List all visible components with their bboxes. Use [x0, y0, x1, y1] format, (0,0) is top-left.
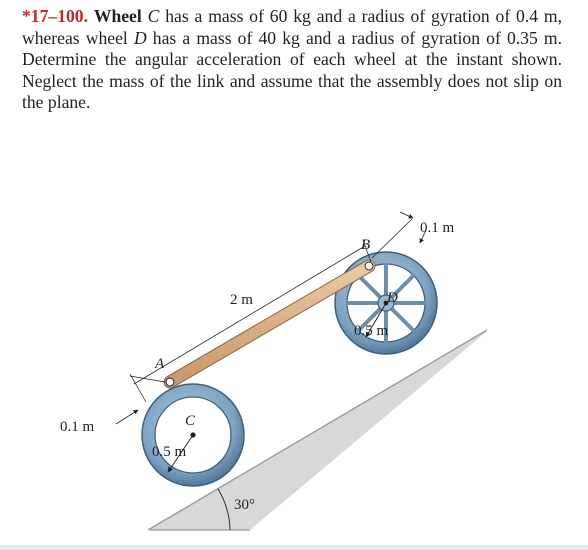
wheel-d-symbol: D [133, 27, 147, 48]
dimension-offset-top [372, 212, 426, 258]
label-radius-d: 0.5 m [354, 323, 389, 339]
bottom-scrollbar-strip [0, 545, 588, 550]
label-radius-c: 0.5 m [152, 444, 187, 460]
problem-number: *17–100. [22, 6, 88, 26]
label-angle: 30° [234, 497, 255, 513]
dimension-offset-left [116, 410, 138, 424]
label-offset-top: 0.1 m [420, 220, 455, 236]
problem-text-2: has a mass of 40 kg and a radius of gyration of 0.35 m. Determine the angular acceleration of each wheel at the instant shown. Neglect the mass of the link and assume that the assembly does not slip on the plane. [22, 27, 562, 112]
label-a: A [155, 356, 165, 372]
label-offset-left: 0.1 m [60, 419, 95, 435]
label-b: B [361, 237, 371, 253]
wheel-c-symbol: C [147, 6, 160, 26]
problem-text-1: has a mass of 60 kg and a radius of gyration of 0.4 m, whereas wheel [22, 6, 562, 48]
label-c: C [185, 413, 196, 429]
label-link-length: 2 m [230, 292, 253, 308]
label-d: D [387, 290, 398, 306]
problem-word-wheel: Wheel [93, 6, 142, 26]
wheel-c [142, 384, 244, 486]
